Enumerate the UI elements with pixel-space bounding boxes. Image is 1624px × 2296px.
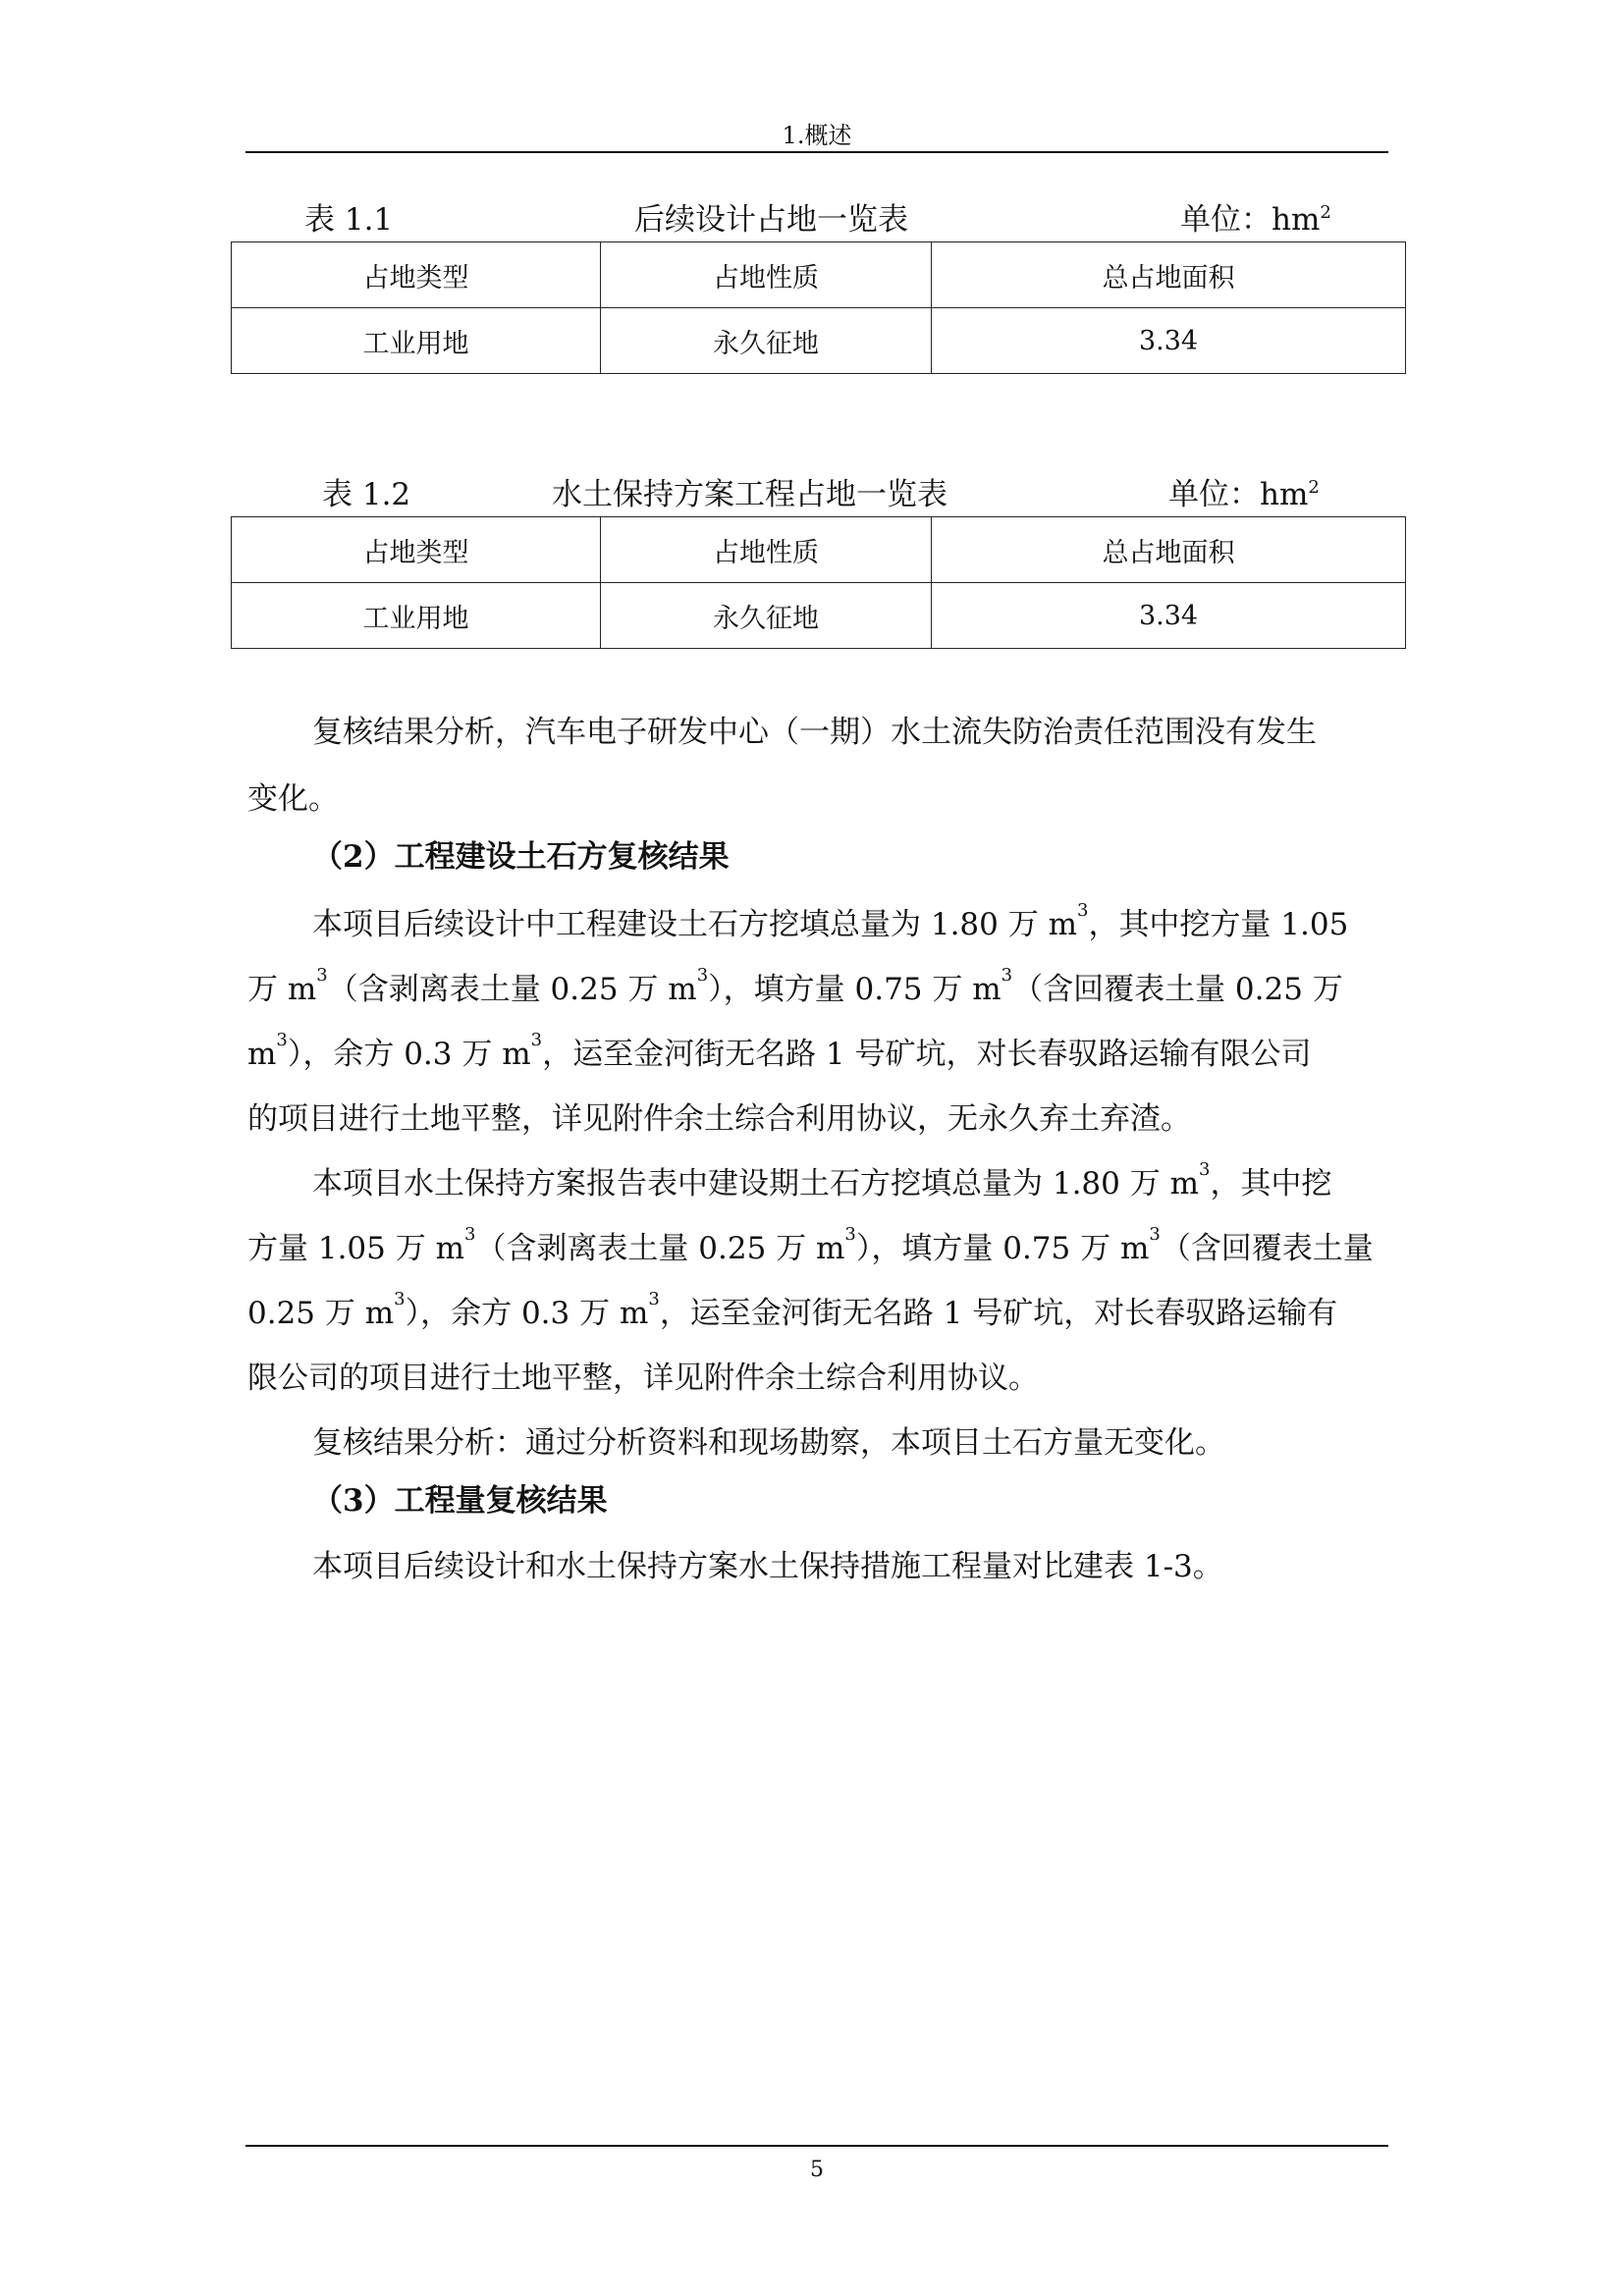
superscript: 3 xyxy=(1198,1159,1211,1180)
table1-label: 表 1.1 xyxy=(304,202,394,238)
table2-cell: 3.34 xyxy=(932,583,1406,649)
superscript: 3 xyxy=(1149,1224,1161,1245)
running-header: 1.概述 xyxy=(782,122,852,149)
section-heading-2: （2）工程建设土石方复核结果 xyxy=(312,839,730,875)
table2-cell: 永久征地 xyxy=(601,583,932,649)
table2-unit xyxy=(1168,475,1320,514)
table2-header-row xyxy=(232,517,1406,583)
header-rule xyxy=(245,151,1388,153)
p2-text: 本项目后续设计中工程建设土石方挖填总量为 1.80 万 m xyxy=(312,907,1077,942)
p2-line3 xyxy=(247,1021,1312,1088)
p2-text: 万 m xyxy=(247,972,317,1007)
section-heading-3: （3）工程量复核结果 xyxy=(312,1483,608,1519)
table2 xyxy=(231,516,1406,649)
table-row xyxy=(232,583,1406,649)
table1 xyxy=(231,241,1406,374)
table1-unit-sup: 2 xyxy=(1320,202,1331,223)
p2-text: ），填方量 0.75 万 m xyxy=(708,972,1001,1007)
table1-header-cell: 占地性质 xyxy=(601,242,932,308)
table1-header-cell: 总占地面积 xyxy=(932,242,1406,308)
table1-cell: 永久征地 xyxy=(601,308,932,374)
superscript: 3 xyxy=(276,1030,288,1050)
page-number: 5 xyxy=(810,2158,824,2182)
p3-text: ），余方 0.3 万 m xyxy=(405,1296,649,1331)
table2-header-cell: 占地性质 xyxy=(601,517,932,583)
p3-text: 0.25 万 m xyxy=(247,1296,395,1331)
footer-rule xyxy=(245,2145,1388,2147)
table2-unit-text: 单位：hm xyxy=(1168,477,1309,512)
p1-line2: 变化。 xyxy=(247,781,339,817)
table2-cell: 工业用地 xyxy=(232,583,601,649)
table1-unit xyxy=(1180,200,1331,240)
table2-title: 水土保持方案工程占地一览表 xyxy=(552,477,947,512)
superscript: 3 xyxy=(1076,900,1089,921)
superscript: 3 xyxy=(844,1224,856,1245)
p5-line: 本项目后续设计和水土保持方案水土保持措施工程量对比建表 1-3。 xyxy=(312,1549,1223,1584)
superscript: 3 xyxy=(394,1289,406,1309)
p1-line1: 复核结果分析，汽车电子研发中心（一期）水土流失防治责任范围没有发生 xyxy=(312,715,1317,750)
p2-line4: 的项目进行土地平整，详见附件余土综合利用协议，无永久弃土弃渣。 xyxy=(247,1101,1191,1137)
p3-text: ），填方量 0.75 万 m xyxy=(855,1231,1150,1266)
table2-unit-sup: 2 xyxy=(1308,477,1320,498)
p3-text: 本项目水土保持方案报告表中建设期土石方挖填总量为 1.80 万 m xyxy=(312,1166,1199,1201)
p3-line2 xyxy=(247,1215,1374,1282)
table1-cell: 3.34 xyxy=(932,308,1406,374)
p3-text: （含剥离表土量 0.25 万 m xyxy=(475,1231,845,1266)
p2-text: ），余方 0.3 万 m xyxy=(287,1037,531,1072)
p2-text: ，运至金河街无名路 1 号矿坑，对长春驭路运输有限公司 xyxy=(542,1037,1312,1072)
p2-line1 xyxy=(312,891,1348,958)
superscript: 3 xyxy=(1001,965,1013,986)
p3-text: （含回覆表土量 xyxy=(1160,1231,1374,1266)
p4-line: 复核结果分析：通过分析资料和现场勘察，本项目土石方量无变化。 xyxy=(312,1425,1225,1461)
p2-text: ，其中挖方量 1.05 xyxy=(1088,907,1349,942)
p3-line3 xyxy=(247,1280,1337,1347)
superscript: 3 xyxy=(463,1224,476,1245)
p3-text: ，运至金河街无名路 1 号矿坑，对长春驭路运输有 xyxy=(659,1296,1338,1331)
p2-text: （含剥离表土量 0.25 万 m xyxy=(327,972,697,1007)
table2-label: 表 1.2 xyxy=(322,477,411,512)
table1-header-cell: 占地类型 xyxy=(232,242,601,308)
p3-line4: 限公司的项目进行土地平整，详见附件余土综合利用协议。 xyxy=(247,1361,1039,1396)
p2-text: m xyxy=(247,1037,277,1072)
table2-header-cell: 占地类型 xyxy=(232,517,601,583)
p3-text: 方量 1.05 万 m xyxy=(247,1231,464,1266)
table1-title: 后续设计占地一览表 xyxy=(634,202,908,238)
table-row xyxy=(232,308,1406,374)
superscript: 3 xyxy=(530,1030,543,1050)
p3-text: ，其中挖 xyxy=(1210,1166,1332,1201)
table1-unit-text: 单位：hm xyxy=(1180,202,1321,238)
superscript: 3 xyxy=(316,965,328,986)
p3-line1 xyxy=(312,1150,1331,1217)
table1-header-row xyxy=(232,242,1406,308)
table1-cell: 工业用地 xyxy=(232,308,601,374)
superscript: 3 xyxy=(696,965,709,986)
p2-line2 xyxy=(247,956,1343,1023)
superscript: 3 xyxy=(648,1289,660,1309)
p2-text: （含回覆表土量 0.25 万 xyxy=(1012,972,1343,1007)
table2-header-cell: 总占地面积 xyxy=(932,517,1406,583)
